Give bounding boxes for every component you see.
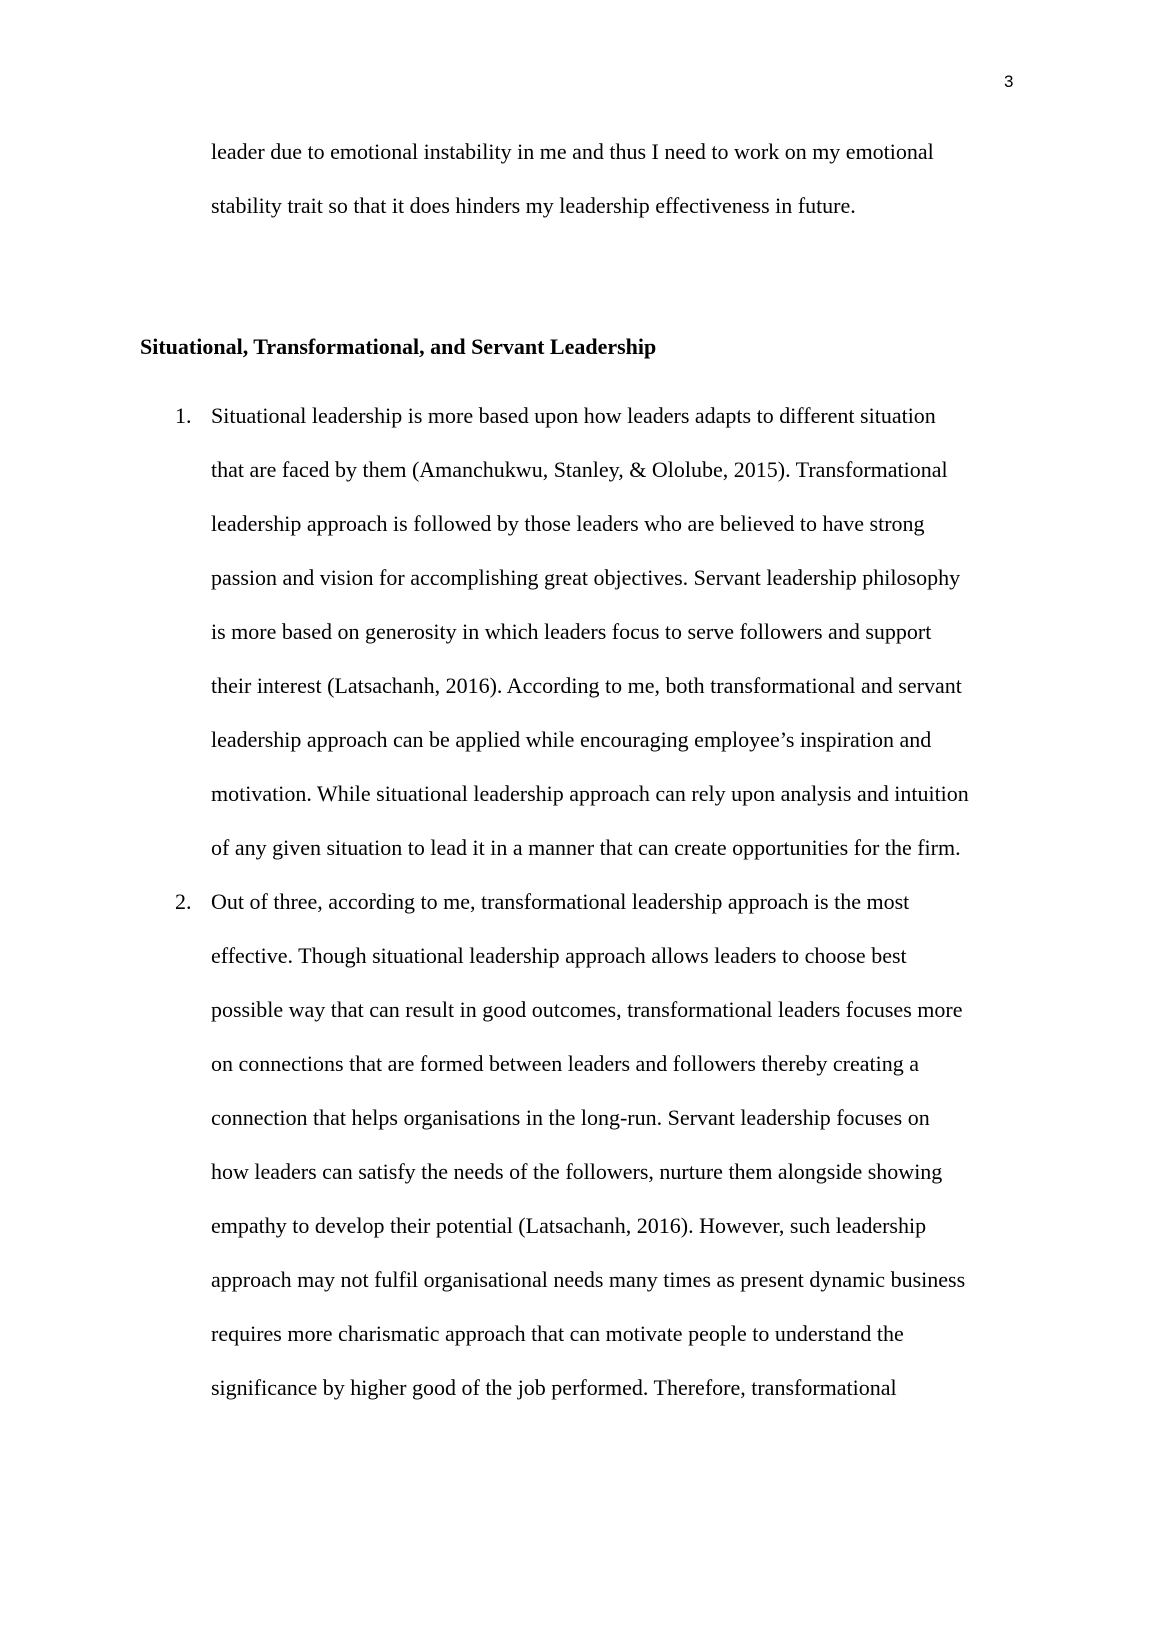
text-line: leader due to emotional instability in me and thus I need to work on my emotional	[211, 139, 934, 164]
text-line: requires more charismatic approach that can motivate people to understand the	[211, 1321, 904, 1346]
text-line: leadership approach can be applied while encouraging employee’s inspiration and	[211, 727, 932, 752]
section-heading: Situational, Transformational, and Servant Leadership	[140, 334, 657, 359]
list-item-number: 1.	[175, 403, 192, 428]
text-line: significance by higher good of the job performed. Therefore, transformational	[211, 1375, 897, 1400]
text-line: is more based on generosity in which leaders focus to serve followers and support	[211, 619, 932, 644]
text-line: stability trait so that it does hinders my leadership effectiveness in future.	[211, 193, 856, 218]
list-item-number: 2.	[175, 889, 192, 914]
text-line: Situational leadership is more based upon how leaders adapts to different situation	[211, 403, 936, 428]
text-line: connection that helps organisations in the long-run. Servant leadership focuses on	[211, 1105, 930, 1130]
text-line: effective. Though situational leadership approach allows leaders to choose best	[211, 943, 907, 968]
page-number: 3	[1004, 72, 1014, 91]
text-line: possible way that can result in good outcomes, transformational leaders focuses more	[211, 997, 963, 1022]
text-line: of any given situation to lead it in a manner that can create opportunities for the firm.	[211, 835, 961, 860]
text-line: passion and vision for accomplishing great objectives. Servant leadership philosophy	[211, 565, 961, 590]
text-line: that are faced by them (Amanchukwu, Stanley, & Ololube, 2015). Transformational	[211, 457, 948, 482]
text-line: Out of three, according to me, transformational leadership approach is the most	[211, 889, 910, 914]
text-line: empathy to develop their potential (Latsachanh, 2016). However, such leadership	[211, 1213, 927, 1238]
text-line: how leaders can satisfy the needs of the followers, nurture them alongside showing	[211, 1159, 943, 1184]
text-line: their interest (Latsachanh, 2016). According to me, both transformational and servant	[211, 673, 962, 698]
text-line: on connections that are formed between leaders and followers thereby creating a	[211, 1051, 919, 1076]
text-line: approach may not fulfil organisational needs many times as present dynamic business	[211, 1267, 966, 1292]
text-line: leadership approach is followed by those leaders who are believed to have strong	[211, 511, 925, 536]
text-line: motivation. While situational leadership approach can rely upon analysis and intuition	[211, 781, 969, 806]
